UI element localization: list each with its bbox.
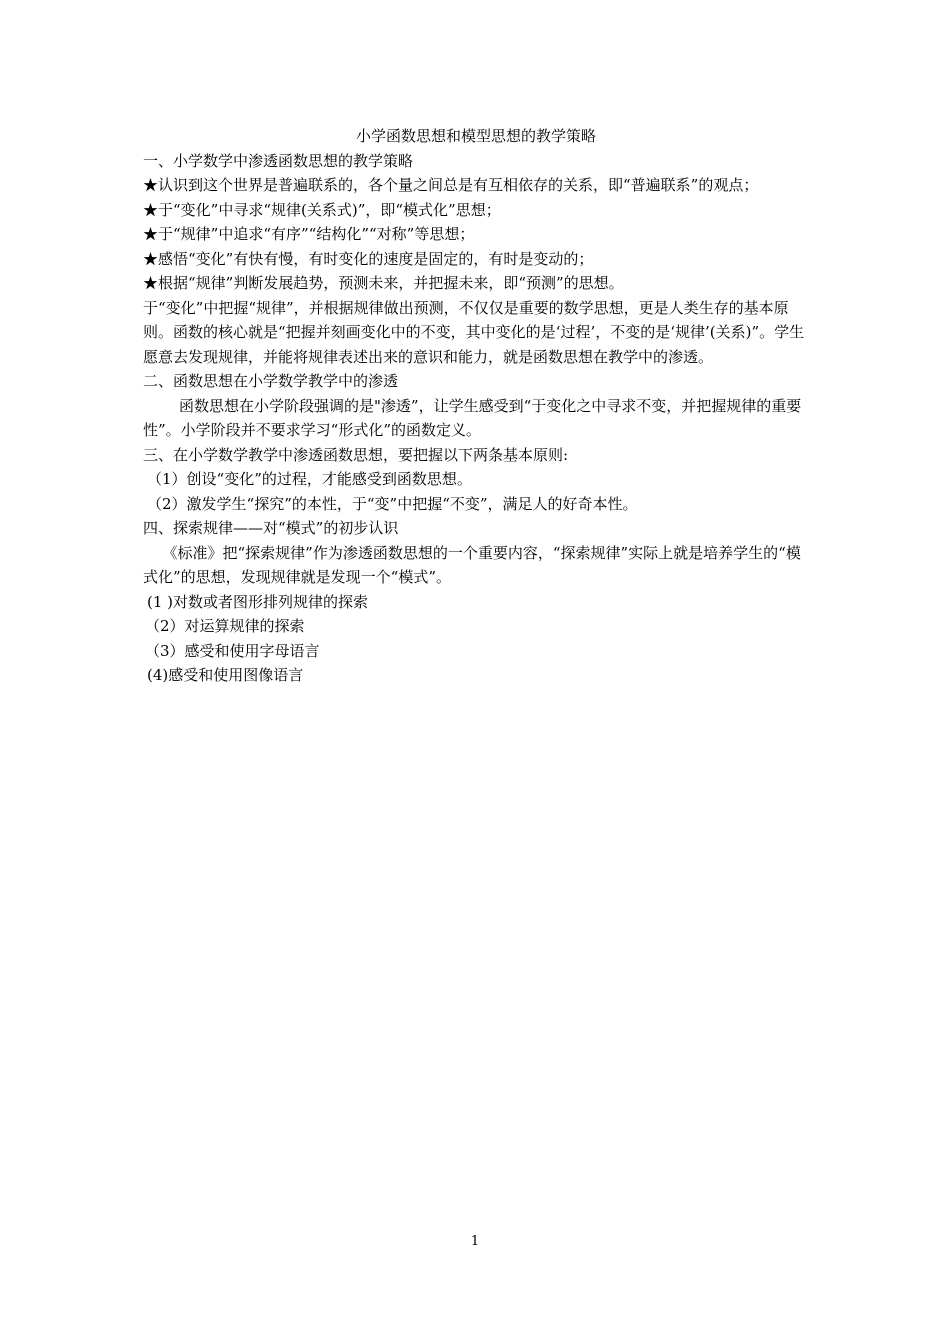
document-body [143,124,809,688]
section-4-item: (4)感受和使用图像语言 [147,666,304,684]
section-4-item: （2）对运算规律的探索 [145,617,305,635]
section-2-paragraph: 函数思想在小学阶段强调的是"渗透”，让学生感受到“于变化之中寻求不变，并把握规律的重要性”。小学阶段并不要求学习“形式化”的函数定义。 [143,396,802,439]
section-1-bullet: ★根据“规律”判断发展趋势，预测未来，并把握未来，即“预测”的思想。 [143,274,624,292]
section-1-paragraph: 于“变化”中把握“规律”，并根据规律做出预测，不仅仅是重要的数学思想，更是人类生存的基本原则。函数的核心就是“把握并刻画变化中的不变，其中变化的是‘过程’，不变的是‘规律’(关系)”。学生愿意去发现规律，并能将规律表述出来的意识和能力，就是函数思想在教学中的渗透。 [143,298,805,366]
section-4-item: (1 )对数或者图形排列规律的探索 [147,592,369,611]
section-1-bullet: ★认识到这个世界是普遍联系的，各个量之间总是有互相依存的关系，即“普遍联系”的观点； [143,176,759,194]
page-number: 1 [470,1234,480,1249]
section-1-heading: 一、小学数学中渗透函数思想的教学策略 [143,151,414,170]
section-1-bullet: ★于“变化”中寻求“规律(关系式)”，即“模式化”思想； [143,200,501,219]
section-4-paragraph: 《标准》把“探索规律”作为渗透函数思想的一个重要内容，“探索规律”实际上就是培养学生的“模式化”的思想，发现规律就是发现一个“模式”。 [143,543,801,586]
section-2-heading: 二、函数思想在小学数学教学中的渗透 [143,372,399,390]
section-1-bullet: ★感悟“变化”有快有慢，有时变化的速度是固定的，有时是变动的； [143,249,594,268]
document-title: 小学函数思想和模型思想的教学策略 [355,127,596,145]
section-4-item: （3）感受和使用字母语言 [145,641,320,660]
section-3-item: （2）激发学生“探究”的本性，于“变”中把握“不变”，满足人的好奇本性。 [147,494,638,513]
section-3-item: （1）创设“变化”的过程，才能感受到函数思想。 [147,470,472,488]
section-4-heading: 四、探索规律——对“模式”的初步认识 [143,519,399,537]
section-3-heading: 三、在小学数学教学中渗透函数思想，要把握以下两条基本原则: [143,445,569,464]
section-1-bullet: ★于“规律”中追求“有序”“结构化”“对称”等思想； [143,225,475,243]
